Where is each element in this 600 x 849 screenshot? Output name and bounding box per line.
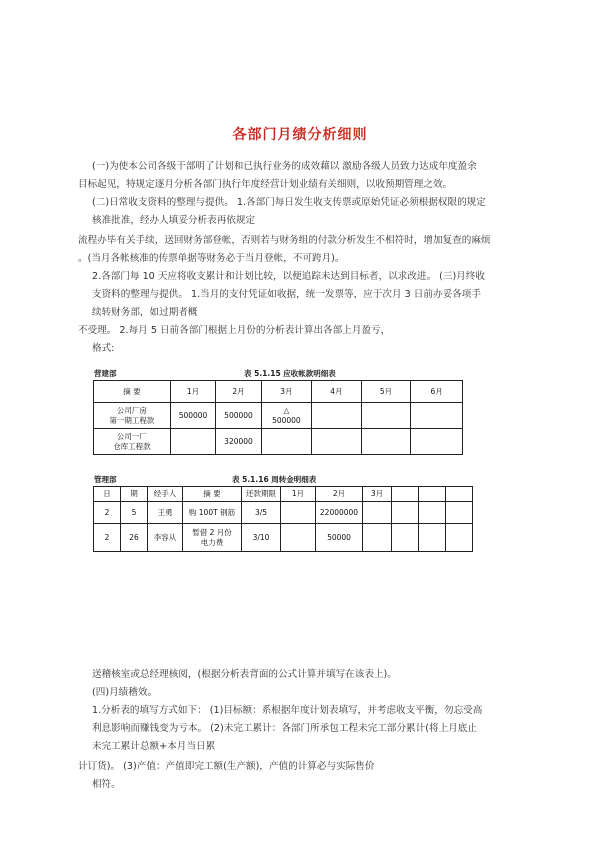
table2-cell: 50000 xyxy=(316,524,363,552)
paragraph-8: (四)月绩稽效。 xyxy=(92,687,158,698)
table2-header: 期 xyxy=(121,487,148,502)
table1-cell xyxy=(361,403,411,429)
paragraph-9-line-1: 1.分析表的填写方式如下： (1)目标额：系根据年度计划表填写，并考虑收支平衡，勿忘受高 xyxy=(92,705,483,716)
table2-cell: 3/10 xyxy=(242,524,281,552)
table2-cell xyxy=(363,502,392,524)
paragraph-9-line-3: 未完工累计总额+本月当日累 xyxy=(92,741,216,752)
paragraph-2-line-2: 核准批准，经办人填妥分析表再依规定 xyxy=(92,215,256,226)
table1-cell: 500000 xyxy=(216,403,261,429)
table2-dept: 管理部 xyxy=(94,475,117,484)
table1-header: 3月 xyxy=(261,381,311,403)
table2-cell xyxy=(392,524,419,552)
paragraph-11: 相符。 xyxy=(92,779,121,790)
table1-cell xyxy=(170,429,215,455)
table2-header: 日 xyxy=(94,487,121,502)
paragraph-3-line-1: 流程办毕有关手续，送回财务部登帐，否则若与财务组的付款分析发生不相符时，增加复查的麻烦 xyxy=(78,235,491,246)
paragraph-3-line-2: 。(当月各帐核准的传票单据等财务必于当月登帐，不可跨月)。 xyxy=(78,253,345,264)
table2-cell xyxy=(446,524,473,552)
table2-cell: 王勇 xyxy=(148,502,183,524)
table2-header xyxy=(392,487,419,502)
table1-cell: 公司厂房 第一期工程款 xyxy=(94,403,171,429)
paragraph-1-line-1: (一)为使本公司各级干部明了计划和已执行业务的成效藉以 激励各级人员致力达成年度盈余 xyxy=(92,161,477,172)
table1-cell xyxy=(261,429,311,455)
table2-cell xyxy=(446,502,473,524)
table2-cell xyxy=(392,502,419,524)
table1-cell xyxy=(312,403,362,429)
table2-cell: 李容从 xyxy=(148,524,183,552)
table1-header: 1月 xyxy=(170,381,215,403)
paragraph-4-line-2: 支资料的整理与提供。 1.当月的支付凭证如收据，统一发票等，应于次月 3 日前办妥各项手 xyxy=(92,289,481,300)
table2-header: 还款期限 xyxy=(242,487,281,502)
format-label: 格式: xyxy=(92,343,115,354)
paragraph-1-line-2: 目标起见，特规定逐月分析各部门执行年度经营计划业绩有关细则，以收预期管理之效。 xyxy=(78,179,453,190)
table1-cell xyxy=(411,403,463,429)
table2-cell xyxy=(281,502,316,524)
paragraph-4-line-1: 2.各部门每 10 天应将收支累计和计划比较，以便追踪未达到目标者，以求改进。 (三)月终收 xyxy=(92,271,485,282)
table2-cell xyxy=(419,502,446,524)
table1-cell xyxy=(361,429,411,455)
table1-dept: 营建部 xyxy=(94,369,117,378)
table1-cell: 320000 xyxy=(216,429,261,455)
paragraph-5: 不受理。 2.每月 5 日前各部门根据上月份的分析表计算出各部上月盈亏， xyxy=(78,325,391,336)
paragraph-9-line-2: 利息影响而赚钱变为亏本。 (2)未完工累计：各部门所承包工程未完工部分累计(将上月底止 xyxy=(92,723,477,734)
table1-cell: 公司一厂 仓库工程款 xyxy=(94,429,171,455)
table2-header: 3月 xyxy=(363,487,392,502)
table2-cell: 26 xyxy=(121,524,148,552)
table1-cell xyxy=(312,429,362,455)
table2-cell: 2 xyxy=(94,502,121,524)
table2-caption: 表 5.1.16 周转金明细表 xyxy=(232,475,317,484)
table1-header: 4月 xyxy=(312,381,362,403)
table1-cell: 500000 xyxy=(170,403,215,429)
table1-cell: △ 500000 xyxy=(261,403,311,429)
table2-cell: 购 100T 钢筋 xyxy=(183,502,242,524)
table2-cell: 5 xyxy=(121,502,148,524)
table1-header: 摘 要 xyxy=(94,381,171,403)
table2-cell: 3/5 xyxy=(242,502,281,524)
table1-header: 2月 xyxy=(216,381,261,403)
table2-header: 2月 xyxy=(316,487,363,502)
table2-header: 1月 xyxy=(281,487,316,502)
table1-header: 6月 xyxy=(411,381,463,403)
page-title: 各部门月绩分析细则 xyxy=(232,127,368,143)
revolving-fund-table xyxy=(93,486,473,552)
table1-caption: 表 5.1.15 应收帐款明细表 xyxy=(244,369,336,378)
paragraph-2-line-1: (二)日常收支资料的整理与提供。 1.各部门每日发生收支传票或原始凭证必须根据权限的规定 xyxy=(92,197,486,208)
table2-header: 经手人 xyxy=(148,487,183,502)
table2-cell xyxy=(363,524,392,552)
paragraph-10: 计订货)。 (3)产值：产值即完工额(生产额)，产值的计算必与实际售价 xyxy=(78,761,375,772)
table-row xyxy=(94,403,463,429)
paragraph-4-line-3: 续转财务部，如过期者概 xyxy=(92,307,198,318)
table-row xyxy=(94,502,473,524)
table-row xyxy=(94,429,463,455)
table2-header xyxy=(419,487,446,502)
table2-cell: 22000000 xyxy=(316,502,363,524)
table2-header: 摘 要 xyxy=(183,487,242,502)
table2-cell xyxy=(419,524,446,552)
table2-cell xyxy=(281,524,316,552)
table2-cell: 2 xyxy=(94,524,121,552)
table-row xyxy=(94,524,473,552)
paragraph-7: 送稽核室或总经理核阅，(根据分析表背面的公式计算并填写在该表上)。 xyxy=(92,669,397,680)
receivables-table xyxy=(93,380,463,455)
table2-header xyxy=(446,487,473,502)
table1-header: 5月 xyxy=(361,381,411,403)
table2-cell: 暂借 2 月份 电力费 xyxy=(183,524,242,552)
table1-cell xyxy=(411,429,463,455)
